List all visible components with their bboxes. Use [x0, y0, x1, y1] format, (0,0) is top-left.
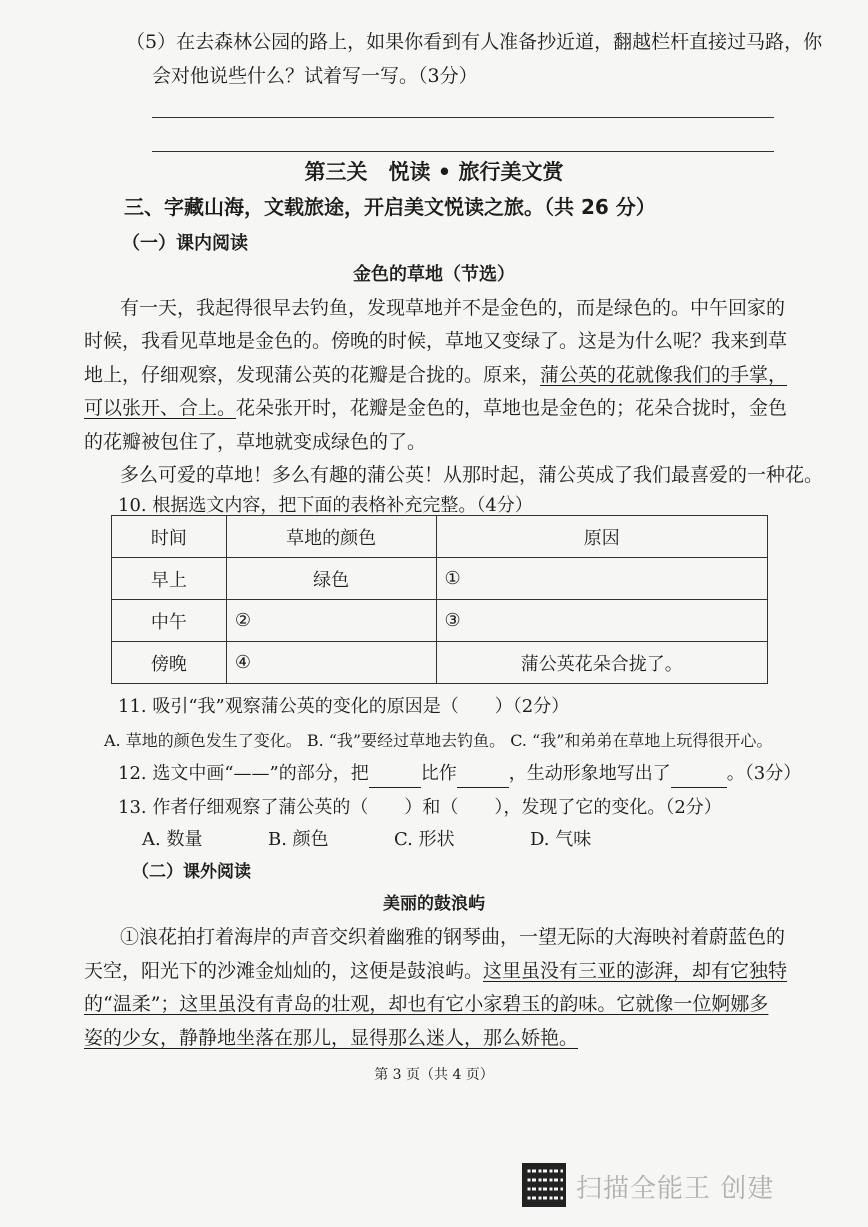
section-title: 第三关 悦读 • 旅行美文赏 — [304, 160, 564, 184]
article2-line2 — [84, 957, 868, 985]
q12-text: ，生动形象地写出了 — [508, 763, 671, 784]
page-number: 第 3 页（共 4 页） — [374, 1067, 494, 1083]
article1-title: 金色的草地（节选） — [353, 264, 515, 285]
q12-text: 。（3分） — [726, 763, 802, 784]
q12-blank-2[interactable] — [457, 768, 509, 788]
article1-p1-line3 — [84, 361, 868, 389]
table-header: 时间 — [112, 516, 227, 558]
q12-blank-3[interactable] — [671, 768, 727, 788]
q11-prompt: 11. 吸引“我”观察蒲公英的变化的原因是（ ）（2分） — [118, 696, 570, 717]
article1-text: 地上，仔细观察，发现蒲公英的花瓣是合拢的。原来， — [84, 364, 541, 386]
table-cell-blank[interactable]: ① — [436, 558, 768, 600]
article2-line4: 姿的少女，静静地坐落在那儿，显得那么迷人，那么娇艳。 — [84, 1027, 579, 1049]
table-cell-blank[interactable]: ② — [226, 600, 436, 642]
article2-line3: 的“温柔”；这里虽没有青岛的壮观，却也有它小家碧玉的韵味。它就像一位婀娜多 — [84, 993, 769, 1015]
table-cell-blank[interactable]: ③ — [436, 600, 768, 642]
q13-option-b[interactable]: B. 颜色 — [268, 829, 329, 850]
table-header: 草地的颜色 — [226, 516, 436, 558]
table-row — [112, 600, 768, 642]
article1-p1-line5: 的花瓣被包住了，草地就变成绿色的了。 — [84, 431, 427, 453]
underlined-sentence: 蒲公英的花就像我们的手掌， — [540, 364, 788, 386]
q13-option-a[interactable]: A. 数量 — [142, 829, 203, 850]
table-cell: 中午 — [112, 600, 227, 642]
answer-table — [111, 515, 768, 684]
q12-prompt — [118, 760, 868, 788]
part2-label: （二）课外阅读 — [132, 862, 251, 882]
answer-line-2[interactable] — [152, 151, 774, 152]
section-heading: 三、字藏山海，文载旅途，开启美文悦读之旅。（共 26 分） — [124, 195, 656, 219]
table-cell-blank[interactable]: ④ — [226, 642, 436, 684]
q13-prompt: 13. 作者仔细观察了蒲公英的（ ）和（ ），发现了它的变化。（2分） — [118, 797, 722, 818]
scanner-watermark: 扫描全能王 创建 — [576, 1174, 775, 1204]
article2-title: 美丽的鼓浪屿 — [383, 894, 485, 914]
table-cell: 傍晚 — [112, 642, 227, 684]
table-row — [112, 558, 768, 600]
underlined-sentence: 这里虽没有三亚的澎湃，却有它独特 — [483, 960, 788, 982]
q10-prompt: 10. 根据选文内容，把下面的表格补充完整。（4分） — [118, 495, 533, 516]
article1-p1-line1: 有一天，我起得很早去钓鱼，发现草地并不是金色的，而是绿色的。中午回家的 — [120, 297, 786, 319]
q12-text: 比作 — [420, 763, 457, 784]
q5-line2: 会对他说些什么？试着写一写。（3分） — [152, 65, 478, 87]
table-row — [112, 642, 768, 684]
article1-text: 花朵张开时，花瓣是金色的，草地也是金色的；花朵合拢时，金色 — [236, 397, 788, 419]
q12-text: 12. 选文中画“——”的部分，把 — [118, 763, 369, 784]
article2-text: 天空，阳光下的沙滩金灿灿的，这便是鼓浪屿。 — [84, 960, 484, 982]
q5-line1: （5）在去森林公园的路上，如果你看到有人准备抄近道，翻越栏杆直接过马路，你 — [126, 31, 823, 53]
answer-line-1[interactable] — [152, 117, 774, 118]
table-cell: 绿色 — [226, 558, 436, 600]
q11-options: A. 草地的颜色发生了变化。 B. “我”要经过草地去钓鱼。 C. “我”和弟弟在草地上玩得很开心。 — [104, 731, 773, 750]
table-header-row — [112, 516, 768, 558]
qr-code-icon — [522, 1163, 566, 1207]
table-cell: 早上 — [112, 558, 227, 600]
q13-option-c[interactable]: C. 形状 — [394, 829, 455, 850]
article2-line1: ①浪花拍打着海岸的声音交织着幽雅的钢琴曲，一望无际的大海映衬着蔚蓝色的 — [120, 926, 786, 948]
q13-option-d[interactable]: D. 气味 — [530, 829, 592, 850]
article1-p2: 多么可爱的草地！多么有趣的蒲公英！从那时起，蒲公英成了我们最喜爱的一种花。 — [120, 464, 824, 486]
part1-label: （一）课内阅读 — [122, 233, 248, 254]
article1-p1-line2: 时候，我看见草地是金色的。傍晚的时候，草地又变绿了。这是为什么呢？我来到草 — [84, 330, 788, 352]
underlined-sentence: 可以张开、合上。 — [84, 397, 237, 419]
table-cell: 蒲公英花朵合拢了。 — [436, 642, 768, 684]
table-header: 原因 — [436, 516, 768, 558]
article1-p1-line4 — [84, 394, 868, 422]
q12-blank-1[interactable] — [369, 768, 421, 788]
